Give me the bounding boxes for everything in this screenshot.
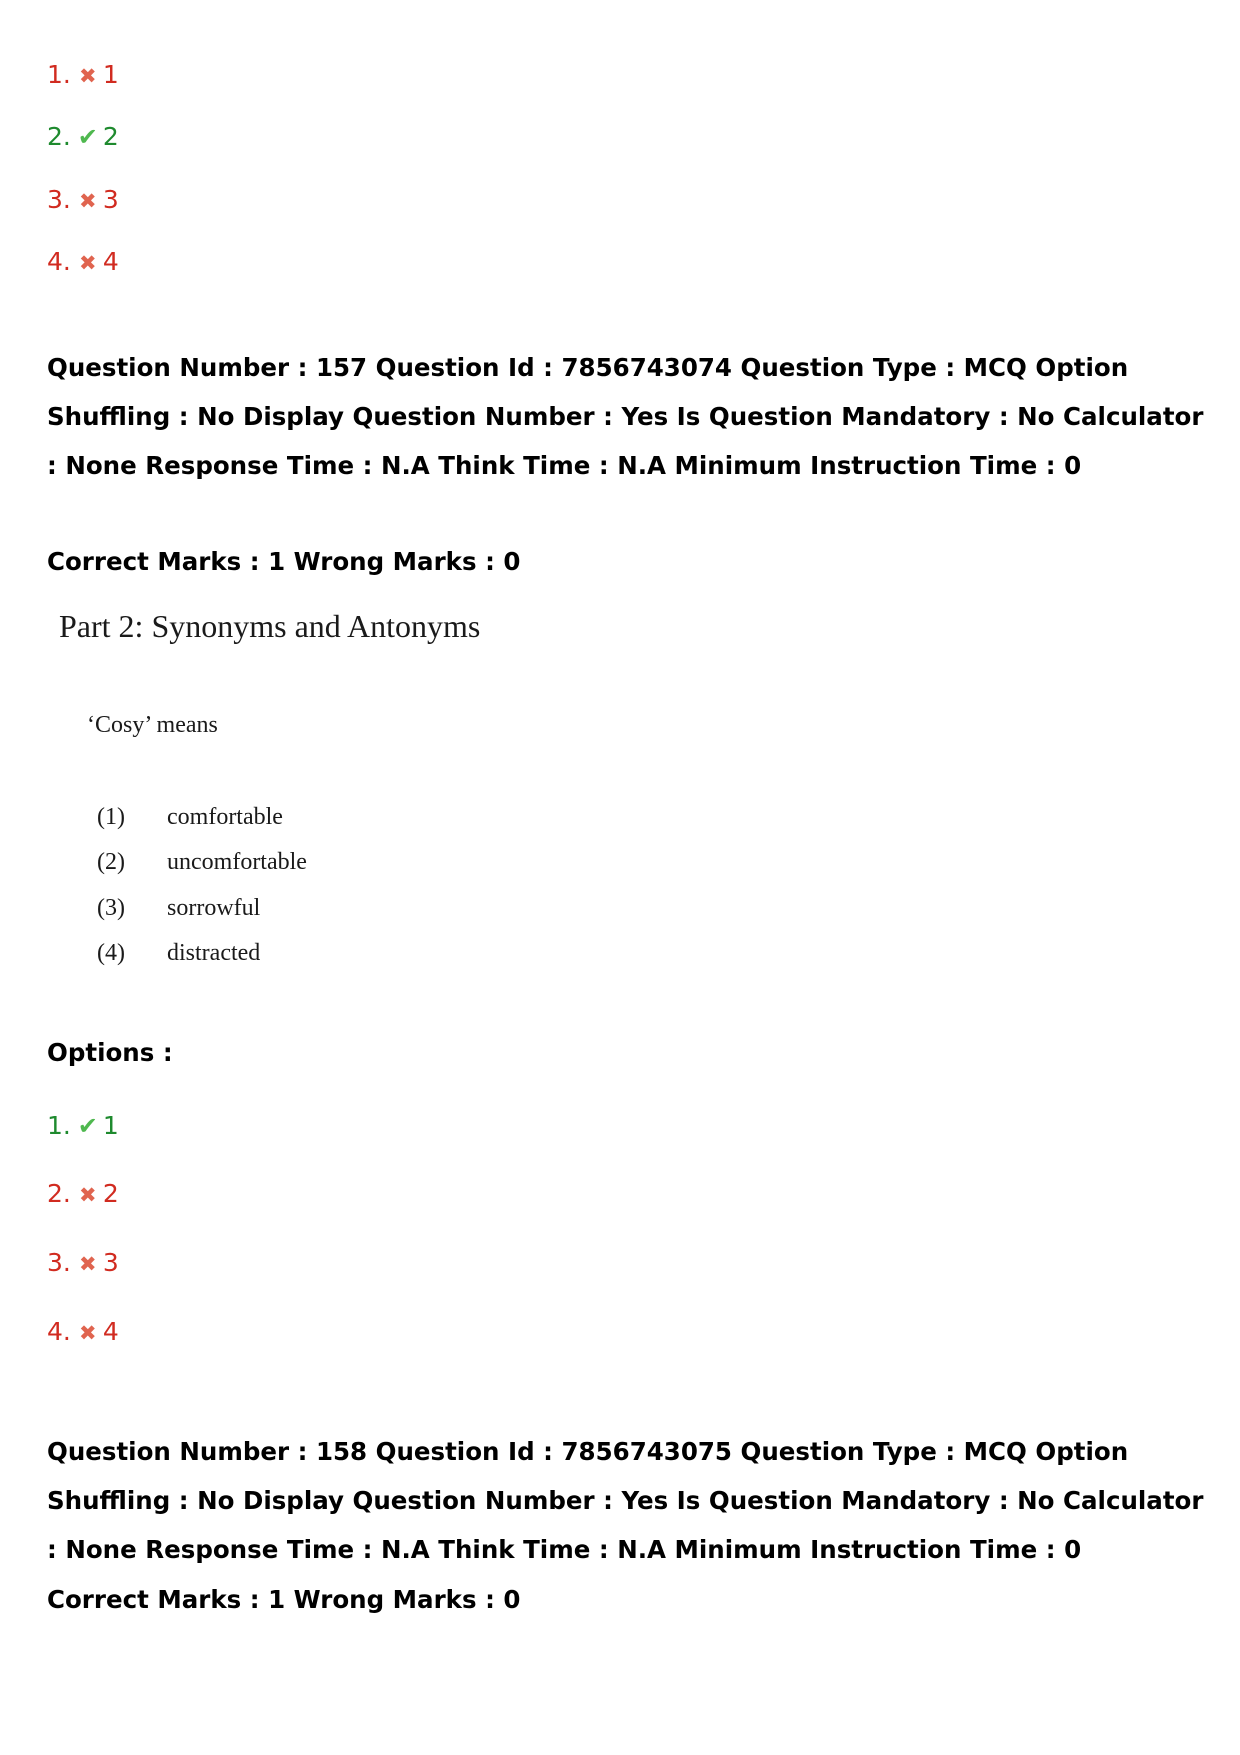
option-row xyxy=(47,1177,119,1212)
option-value: 1 xyxy=(102,60,119,89)
option-value: 4 xyxy=(102,247,119,276)
cross-icon: ✖ xyxy=(79,251,97,275)
question-choice xyxy=(97,895,260,922)
option-value: 2 xyxy=(102,1179,119,1208)
cross-icon: ✖ xyxy=(79,1321,97,1345)
option-number: 4. xyxy=(47,247,71,276)
check-icon: ✔ xyxy=(77,1112,98,1140)
cross-icon: ✖ xyxy=(79,189,97,213)
question-meta: Question Number : 158 Question Id : 7856743075 Question Type : MCQ Option Shuffling : No Display Question Number : Yes Is Question Mandatory : No Calculator : None Response Time : N.A Think Time : N.A Minimum Instruction Time : 0 xyxy=(47,1437,1204,1564)
question-stem: ‘Cosy’ means xyxy=(87,712,218,738)
options-heading: Options : xyxy=(47,1038,173,1067)
option-number: 4. xyxy=(47,1317,71,1346)
option-number: 2. xyxy=(47,122,71,151)
choice-text: comfortable xyxy=(167,804,283,830)
choice-number: (1) xyxy=(97,804,125,830)
option-value: 3 xyxy=(102,1248,119,1277)
question-marks: Correct Marks : 1 Wrong Marks : 0 xyxy=(47,1585,521,1614)
cross-icon: ✖ xyxy=(79,64,97,88)
question-image xyxy=(47,608,567,988)
option-number: 1. xyxy=(47,60,71,89)
cross-icon: ✖ xyxy=(79,1183,97,1207)
question-marks: Correct Marks : 1 Wrong Marks : 0 xyxy=(47,547,521,576)
question-choice xyxy=(97,804,283,831)
part-title: Part 2: Synonyms and Antonyms xyxy=(59,608,481,644)
choice-number: (4) xyxy=(97,940,125,966)
option-value: 3 xyxy=(102,185,119,214)
option-number: 2. xyxy=(47,1179,71,1208)
option-row xyxy=(47,245,119,280)
option-number: 3. xyxy=(47,185,71,214)
option-row xyxy=(47,1315,119,1350)
option-value: 1 xyxy=(102,1111,119,1140)
choice-text: uncomfortable xyxy=(167,849,307,875)
option-value: 2 xyxy=(102,122,119,151)
option-row xyxy=(47,1246,119,1281)
question-meta: Question Number : 157 Question Id : 7856743074 Question Type : MCQ Option Shuffling : No Display Question Number : Yes Is Question Mandatory : No Calculator : None Response Time : N.A Think Time : N.A Minimum Instruction Time : 0 xyxy=(47,353,1204,480)
question-choice xyxy=(97,940,260,967)
choice-number: (2) xyxy=(97,849,125,875)
option-number: 3. xyxy=(47,1248,71,1277)
choice-number: (3) xyxy=(97,895,125,921)
option-value: 4 xyxy=(102,1317,119,1346)
question-choice xyxy=(97,849,307,876)
option-row xyxy=(47,120,119,154)
choice-text: distracted xyxy=(167,940,261,966)
cross-icon: ✖ xyxy=(79,1252,97,1276)
choice-text: sorrowful xyxy=(167,895,261,921)
option-row xyxy=(47,1109,119,1143)
option-row xyxy=(47,58,119,93)
option-row xyxy=(47,183,119,218)
check-icon: ✔ xyxy=(77,123,98,151)
option-number: 1. xyxy=(47,1111,71,1140)
